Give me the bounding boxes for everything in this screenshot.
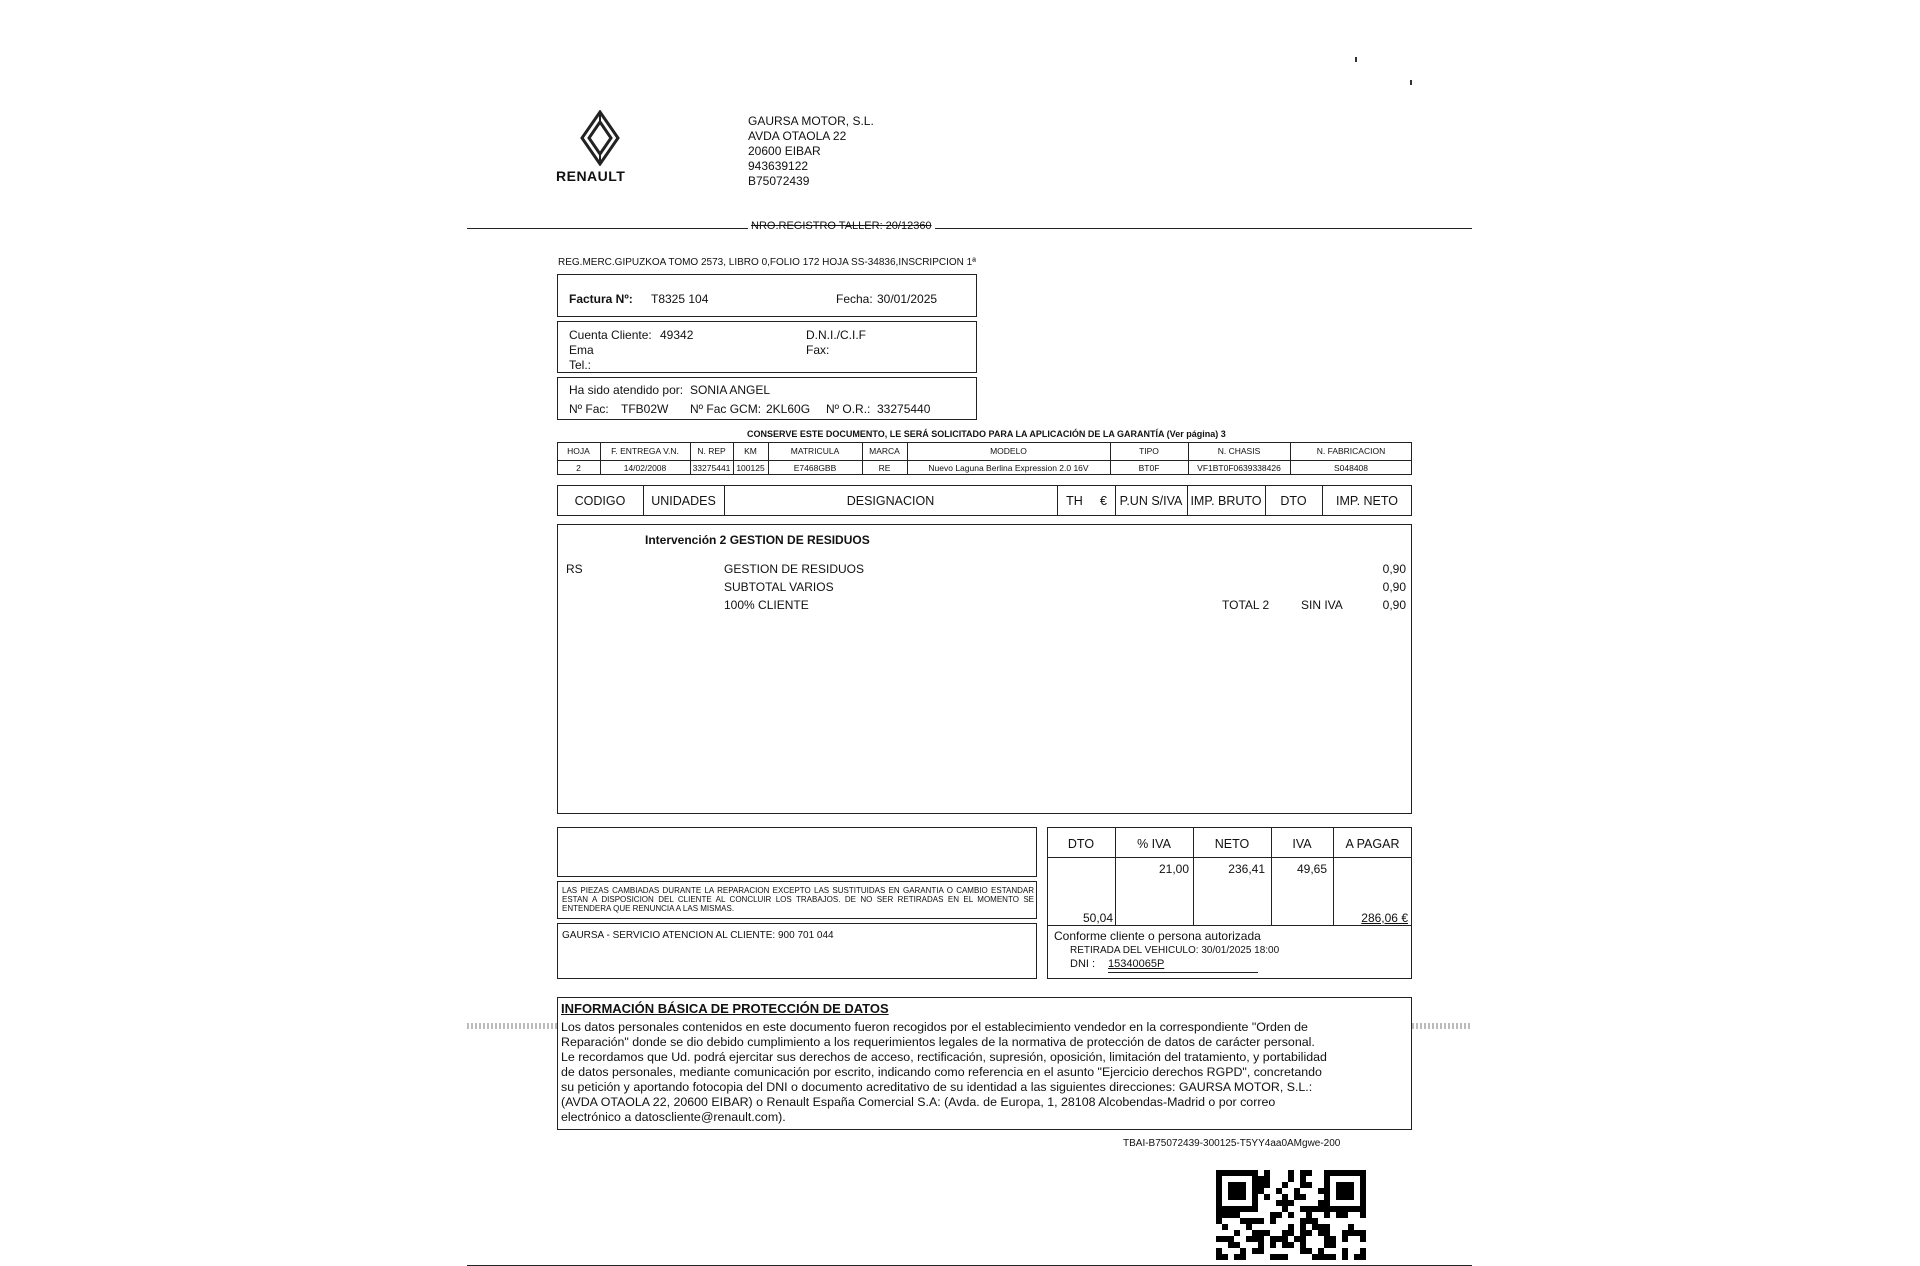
invoice-number-label: Factura Nº: (569, 292, 633, 306)
client-account: 49342 (660, 328, 694, 342)
invoice-date: 30/01/2025 (877, 292, 938, 306)
invoice-date-label: Fecha: (836, 292, 873, 306)
signature-dni: 15340065P (1108, 958, 1165, 970)
vehicle-value-cell: Nuevo Laguna Berlina Expression 2.0 16V (928, 463, 1089, 473)
lines-header-cell: CODIGO (574, 494, 626, 508)
totals-header-cell: A PAGAR (1345, 837, 1400, 851)
totals-header-cell: % IVA (1137, 837, 1171, 851)
vehicle-value-cell: S048408 (1333, 463, 1369, 473)
nfac-gcm-value: 2KL60G (766, 402, 811, 416)
signature-line (1108, 972, 1258, 973)
company-city: 20600 EIBAR (748, 144, 821, 158)
signature-conforme: Conforme cliente o persona autorizada (1054, 929, 1261, 943)
scan-mark (1410, 80, 1412, 85)
privacy-line: (AVDA OTAOLA 22, 20600 EIBAR) o Renault España Comercial S.A: (Avda. de Europa, 1, 28108 Alcobendas-Madrid o por correo (561, 1095, 1276, 1109)
lines-header-cell: IMP. NETO (1335, 494, 1399, 508)
vehicle-header-cell: HOJA (567, 446, 590, 456)
vehicle-value-cell: E7468GBB (793, 463, 837, 473)
privacy-line: Reparación" donde se dio debido cumplimiento a los requerimientos legales de la normativa de protección de datos de carácter personal. (561, 1035, 1315, 1049)
line-code: RS (566, 562, 583, 576)
line-subtotal: SUBTOTAL VARIOS (724, 580, 834, 594)
client-dni-label: D.N.I./C.I.F (806, 328, 866, 342)
lines-header-cell: UNIDADES (651, 494, 716, 508)
totals-bottom-divider (1047, 925, 1412, 926)
company-address (748, 114, 874, 189)
parts-notice: LAS PIEZAS CAMBIADAS DURANTE LA REPARACION EXCEPTO LAS SUSTITUIDAS EN GARANTIA O CAMBIO ESTANDAR ESTAN A DISPOSICION DEL CLIENTE AL CONCLUIR LOS TRABAJOS. DE NO SER RETIRADAS EN EL MOMENTO SE ENTENDERA QUE RENUNCIA A LAS MISMAS. (562, 886, 1034, 913)
privacy-line: electrónico a datoscliente@renault.com). (561, 1110, 786, 1124)
scan-artifact (1412, 1023, 1472, 1029)
line-item: GESTION DE RESIDUOS (724, 562, 865, 576)
line-client-pct: 100% CLIENTE (724, 598, 809, 612)
mercantile-registration: REG.MERC.GIPUZKOA TOMO 2573, LIBRO 0,FOLIO 172 HOJA SS-34836,INSCRIPCION 1ª (558, 257, 976, 268)
privacy-line: de datos personales, mediante comunicación por escrito, indicando como referencia en el asunto "Ejercicio derechos RGPD", concretando (561, 1065, 1322, 1079)
nor-label: Nº O.R.: (826, 402, 871, 416)
company-name: GAURSA MOTOR, S.L. (748, 114, 874, 128)
company-cif: B75072439 (748, 174, 810, 188)
line-total-amount: 0,90 (1382, 598, 1406, 612)
privacy-line: Le recordamos que Ud. podrá ejercitar sus derechos de acceso, rectificación, supresión, oposición, limitación del tratamiento, y portabilidad (561, 1050, 1327, 1064)
vehicle-value-cell: VF1BT0F0639338426 (1197, 463, 1281, 473)
warranty-notice: CONSERVE ESTE DOCUMENTO, LE SERÁ SOLICITADO PARA LA APLICACIÓN DE LA GARANTÍA (Ver página) 3 (747, 429, 1226, 439)
privacy-title: INFORMACIÓN BÁSICA DE PROTECCIÓN DE DATOS (561, 1001, 889, 1016)
totals-iva: 49,65 (1296, 862, 1327, 876)
vehicle-header-cell: N. FABRICACION (1316, 446, 1386, 456)
nfac-gcm-label: Nº Fac GCM: (690, 402, 762, 416)
qr-code-icon (1216, 1170, 1366, 1260)
totals-header-cell: IVA (1292, 837, 1312, 851)
notes-box (557, 827, 1037, 877)
vehicle-header-cell: MODELO (990, 446, 1027, 456)
nfac-value: TFB02W (621, 402, 669, 416)
totals-header-cell: DTO (1067, 837, 1095, 851)
renault-logo-icon (578, 110, 622, 166)
privacy-line: su petición y aportando fotocopia del DNI o documento acreditativo de su identidad a las siguientes direcciones: GAURSA MOTOR, S.L.: (561, 1080, 1313, 1094)
tbai-code: TBAI-B75072439-300125-T5YY4aa0AMgwe-200 (1123, 1138, 1341, 1149)
header-rule (467, 228, 1472, 229)
client-fax-label: Fax: (806, 343, 830, 357)
totals-neto: 236,41 (1228, 862, 1265, 876)
client-account-label: Cuenta Cliente: (569, 328, 652, 342)
company-street: AVDA OTAOLA 22 (748, 129, 847, 143)
attended-name: SONIA ANGEL (690, 383, 771, 397)
vehicle-header-cell: TIPO (1139, 446, 1159, 456)
vehicle-value-cell: 2 (576, 463, 581, 473)
privacy-text (561, 1020, 1327, 1125)
vehicle-value-cell: 100125 (736, 463, 765, 473)
vehicle-value-cell: 33275441 (692, 463, 731, 473)
scan-mark (1355, 57, 1357, 62)
signature-dni-label: DNI : (1070, 958, 1096, 970)
vehicle-header-cell: MARCA (869, 446, 900, 456)
vehicle-value-cell: 14/02/2008 (623, 463, 667, 473)
totals-pct-iva: 21,00 (1158, 862, 1189, 876)
client-tel-label: Tel.: (569, 358, 592, 372)
totals-a-pagar: 286,06 € (1361, 911, 1408, 925)
line-sin-iva: SIN IVA (1301, 598, 1343, 612)
line-total-label: TOTAL 2 (1222, 598, 1270, 612)
nfac-label: Nº Fac: (569, 402, 609, 416)
vehicle-header-cell: KM (744, 446, 757, 456)
privacy-line: Los datos personales contenidos en este documento fueron recogidos por el establecimiento vendedor en la correspondiente "Orden de (561, 1020, 1308, 1034)
vehicle-header-cell: N. CHASIS (1217, 446, 1261, 456)
brand-name: RENAULT (556, 168, 626, 184)
lines-body (557, 524, 1412, 814)
attended-label: Ha sido atendido por: (569, 383, 684, 397)
totals-header-cell: NETO (1214, 837, 1250, 851)
vehicle-header-cell: N. REP (697, 446, 726, 456)
vehicle-header-cell: F. ENTREGA V.N. (611, 446, 679, 456)
totals-header-divider (1047, 857, 1412, 858)
nor-value: 33275440 (877, 402, 931, 416)
vehicle-value-cell: RE (878, 463, 891, 473)
vehicle-table-divider (557, 460, 1412, 461)
lines-header-cell: DESIGNACION (846, 494, 935, 508)
intervention-label: Intervención 2 GESTION DE RESIDUOS (645, 533, 870, 547)
lines-header-cell: DTO (1280, 494, 1307, 508)
scan-artifact (467, 1023, 557, 1029)
signature-retirada: RETIRADA DEL VEHICULO: 30/01/2025 18:00 (1070, 945, 1280, 956)
line-subtotal-amount: 0,90 (1382, 580, 1406, 594)
totals-dto: 50,04 (1082, 911, 1113, 925)
lines-header-cell: P.UN S/IVA (1119, 494, 1183, 508)
vehicle-value-cell: BT0F (1138, 463, 1160, 473)
line-item-amount: 0,90 (1382, 562, 1406, 576)
lines-header-cell: TH (1066, 494, 1083, 508)
workshop-registration: NRO.REGISTRO TALLER: 20/12360 (748, 220, 935, 232)
lines-header-cell: € (1100, 494, 1107, 508)
service-phone: GAURSA - SERVICIO ATENCION AL CLIENTE: 900 701 044 (562, 930, 834, 941)
invoice-number: T8325 104 (651, 292, 709, 306)
company-phone: 943639122 (748, 159, 809, 173)
client-email-label: Ema (569, 343, 594, 357)
lines-header-cell: IMP. BRUTO (1190, 494, 1262, 508)
vehicle-header-cell: MATRICULA (790, 446, 840, 456)
